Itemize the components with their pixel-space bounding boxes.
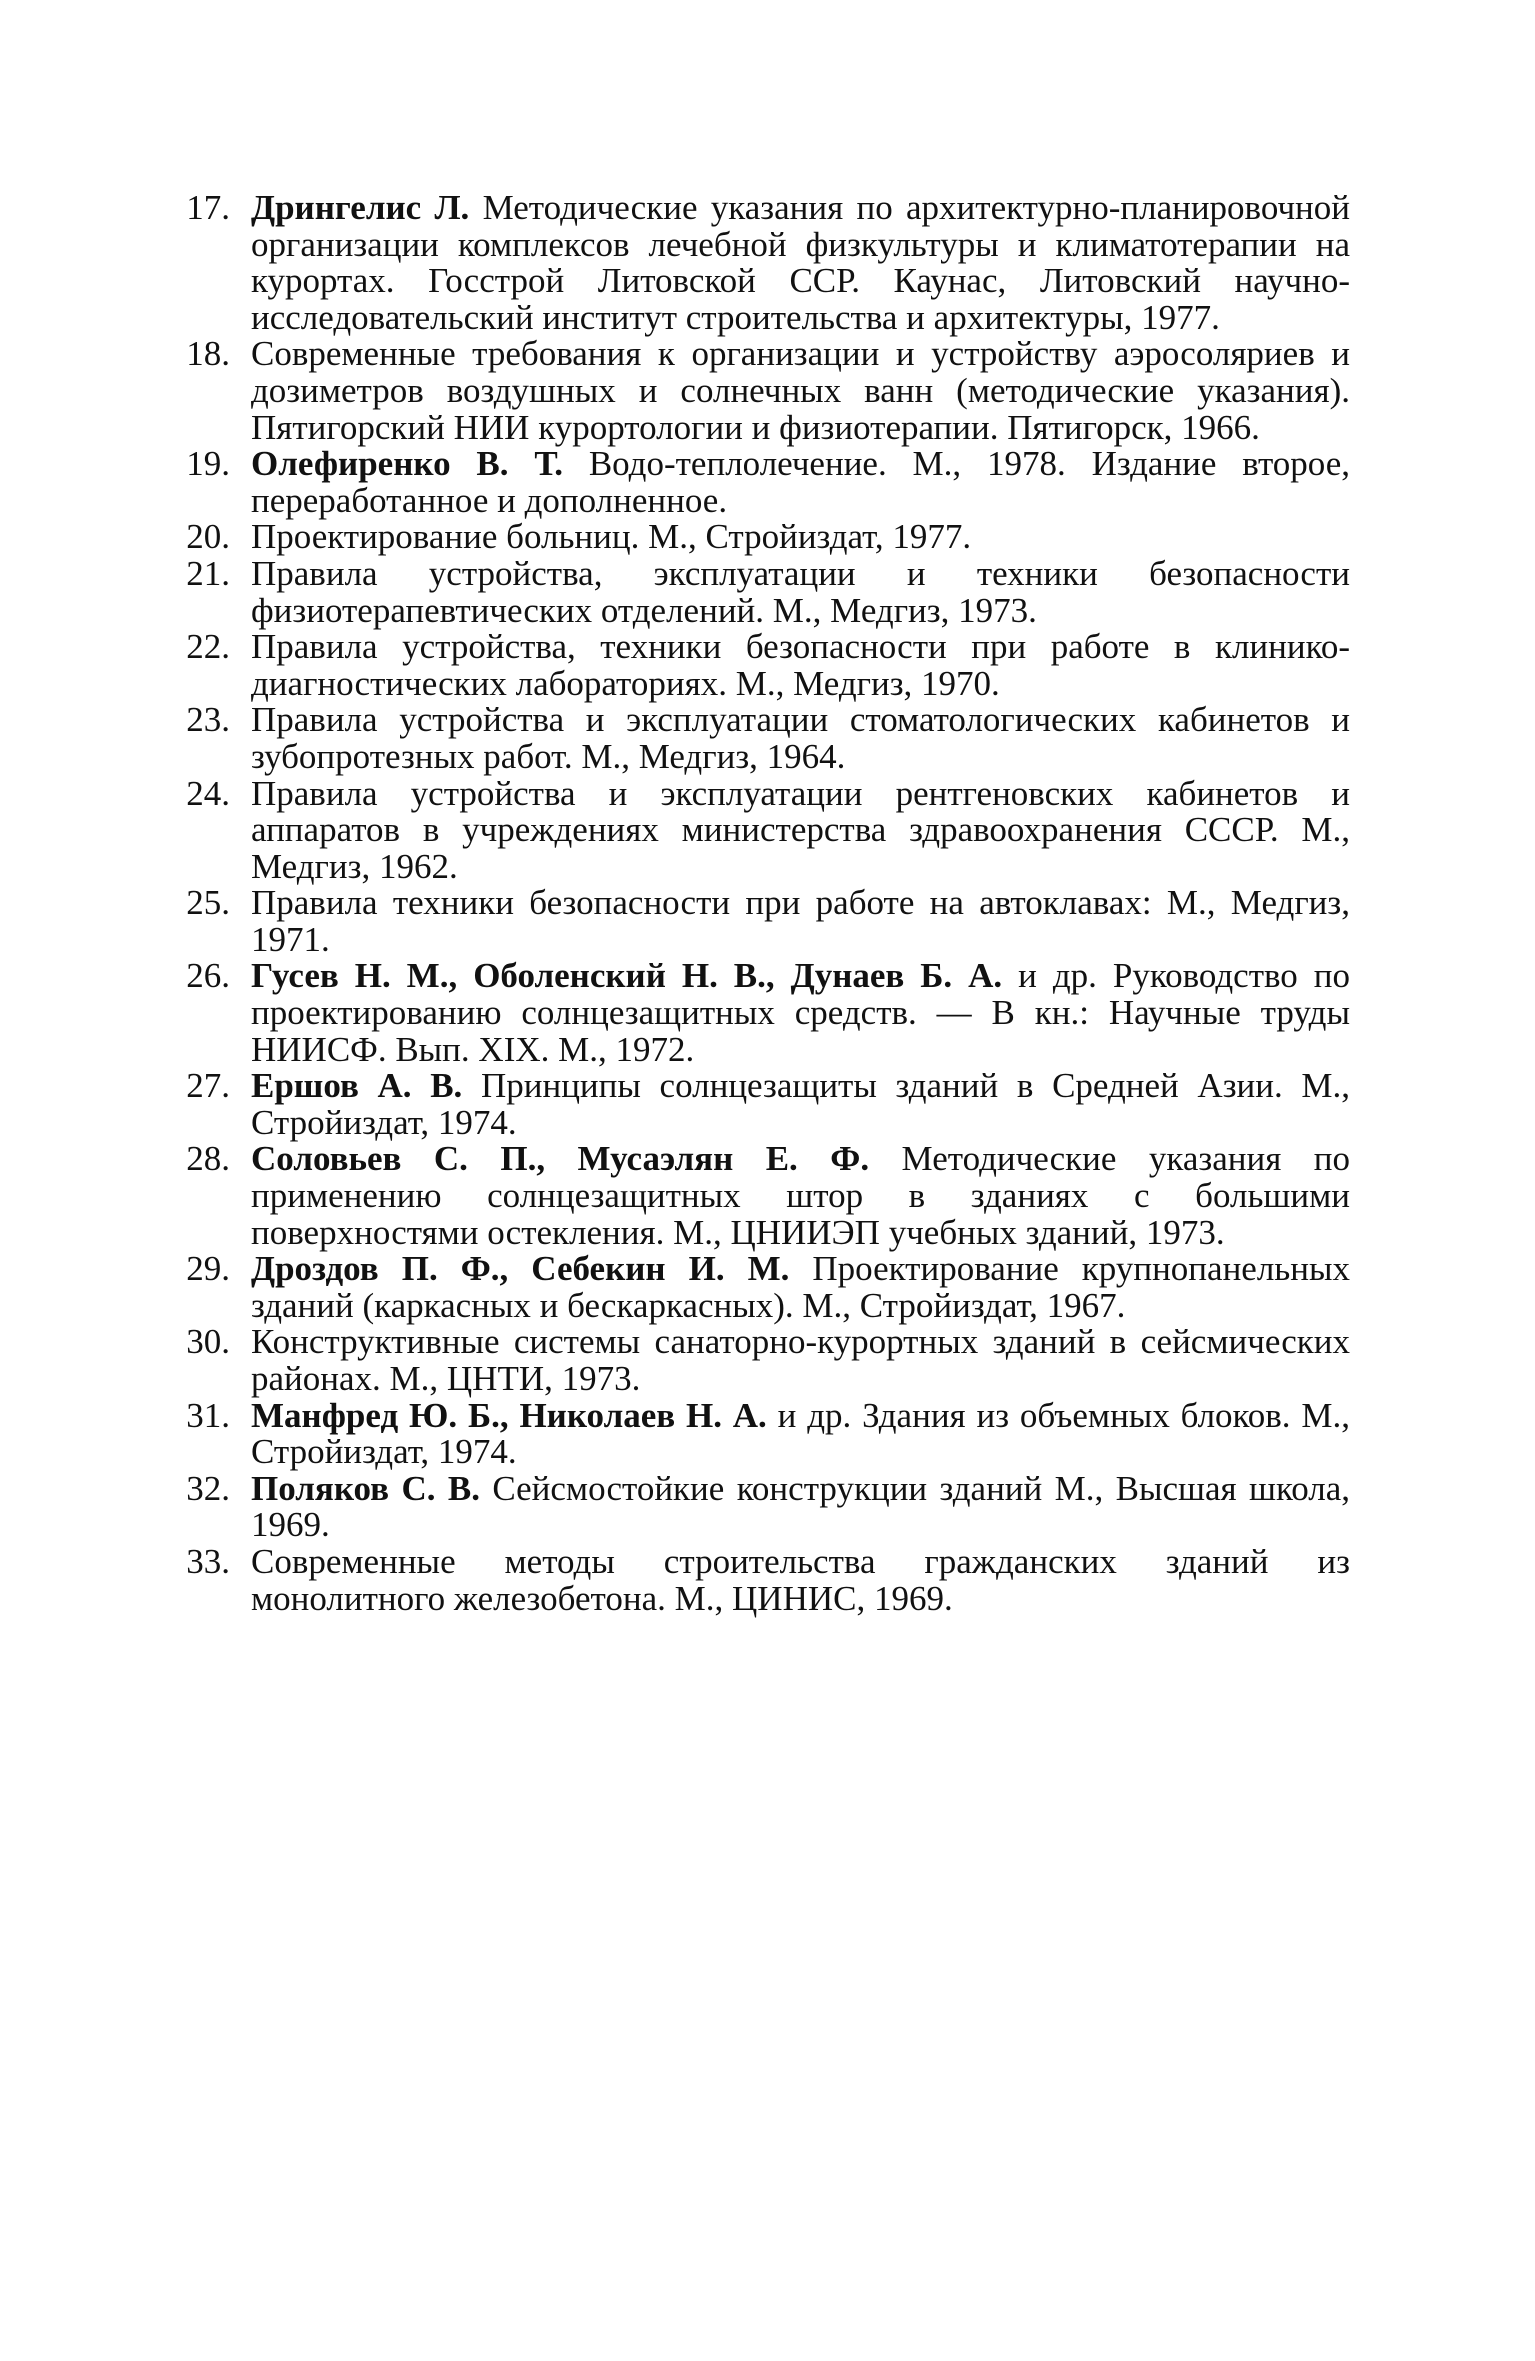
reference-body (251, 1251, 1350, 1324)
reference-text: Методические указания по применению солнцезащитных штор в зданиях с большими поверхностями остекления. М., ЦНИИЭП учебных зданий, 1973. (251, 1139, 1350, 1252)
reference-number: 30. (186, 1322, 230, 1362)
reference-body (251, 336, 1350, 446)
reference-item (170, 519, 1350, 556)
reference-number: 18. (186, 334, 230, 374)
reference-number: 33. (186, 1541, 230, 1581)
reference-number: 17. (186, 188, 230, 227)
reference-body (251, 1068, 1350, 1141)
reference-body (251, 446, 1350, 519)
reference-author: Дрингелис Л. (251, 188, 470, 227)
reference-item (170, 1324, 1350, 1397)
reference-author: Гусев Н. М., Оболенский Н. В., Дунаев Б. А. (251, 956, 1003, 996)
reference-number: 24. (186, 773, 230, 813)
reference-item (170, 1068, 1350, 1141)
reference-body (251, 1141, 1350, 1251)
reference-text: Современные требования к организации и устройству аэросоляриев и дозиметров воздушных и солнечных ванн (методические указания). Пятигорский НИИ курортологии и физиотерапии. Пятигорск, 1966. (251, 334, 1350, 447)
reference-text: Методические указания по архитектурно-планировочной организации комплексов лечебной физкультуры и климатотерапии на курортах. Госстрой Литовской ССР. Каунас, Литовский научно-исследовательский институт строительства и архитектуры, 1977. (251, 188, 1351, 337)
reference-number: 29. (186, 1249, 230, 1289)
reference-author: Дроздов П. Ф., Себекин И. М. (251, 1249, 790, 1289)
reference-author: Олефиренко В. Т. (251, 444, 563, 484)
reference-author: Ершов А. В. (251, 1066, 463, 1106)
reference-author: Поляков С. В. (251, 1468, 480, 1508)
reference-item (170, 702, 1350, 775)
reference-number: 19. (186, 444, 230, 484)
reference-number: 28. (186, 1139, 230, 1179)
reference-item (170, 553, 1350, 630)
reference-author: Соловьев С. П., Мусаэлян Е. Ф. (251, 1139, 870, 1179)
reference-text: Проектирование больниц. М., Стройиздат, 1977. (251, 517, 972, 557)
reference-item (170, 1395, 1350, 1472)
reference-item (170, 190, 1350, 336)
reference-item (170, 1541, 1350, 1618)
reference-number: 31. (186, 1395, 230, 1435)
bibliography-page (170, 190, 1350, 1617)
reference-list (170, 190, 1350, 1617)
reference-text: Правила техники безопасности при работе на автоклавах: М., Медгиз, 1971. (251, 883, 1350, 959)
reference-item (170, 1251, 1350, 1324)
reference-body (251, 885, 1350, 958)
reference-body (251, 1395, 1350, 1472)
reference-number: 20. (186, 517, 230, 557)
reference-body (251, 958, 1350, 1068)
reference-body (251, 190, 1350, 336)
reference-body (251, 629, 1350, 702)
reference-text: Современные методы строительства гражданских зданий из монолитного железобетона. М., ЦИНИС, 1969. (251, 1541, 1350, 1618)
reference-text: Водо-теплолечение. М., 1978. Издание второе, переработанное и дополненное. (251, 444, 1350, 520)
reference-body (251, 773, 1350, 886)
reference-body (251, 1324, 1350, 1397)
reference-item (170, 1141, 1350, 1251)
reference-text: Сейсмостойкие конструкции зданий М., Высшая школа, 1969. (251, 1468, 1350, 1545)
reference-body (251, 519, 1350, 556)
reference-number: 32. (186, 1468, 230, 1508)
reference-text: Правила устройства, эксплуатации и техники безопасности физиотерапевтических отделений. М., Медгиз, 1973. (251, 553, 1350, 630)
reference-text: Правила устройства, техники безопасности при работе в клинико-диагностических лабораториях. М., Медгиз, 1970. (251, 627, 1350, 703)
reference-item (170, 336, 1350, 446)
reference-body (251, 1468, 1350, 1545)
reference-text: Правила устройства и эксплуатации стоматологических кабинетов и зубопротезных работ. М., Медгиз, 1964. (251, 700, 1350, 776)
reference-body (251, 1541, 1350, 1618)
reference-text: Конструктивные системы санаторно-курортных зданий в сейсмических районах. М., ЦНТИ, 1973. (251, 1322, 1350, 1398)
reference-text: и др. Руководство по проектированию солнцезащитных средств. — В кн.: Научные труды НИИСФ. Вып. XIX. М., 1972. (251, 956, 1350, 1069)
reference-text: Проектирование крупнопанельных зданий (каркасных и бескаркасных). М., Стройиздат, 1967. (251, 1249, 1351, 1325)
reference-number: 26. (186, 956, 230, 996)
reference-item (170, 958, 1350, 1068)
reference-number: 22. (186, 627, 230, 667)
reference-author: Манфред Ю. Б., Николаев Н. А. (251, 1395, 767, 1435)
reference-number: 27. (186, 1066, 230, 1106)
reference-item (170, 1468, 1350, 1545)
reference-text: Принципы солнцезащиты зданий в Средней Азии. М., Стройиздат, 1974. (251, 1066, 1351, 1142)
reference-text: Правила устройства и эксплуатации рентгеновских кабинетов и аппаратов в учреждениях министерства здравоохранения СССР. М., Медгиз, 1962. (251, 773, 1350, 886)
reference-text: и др. Здания из объемных блоков. М., Стройиздат, 1974. (251, 1395, 1350, 1472)
reference-number: 21. (186, 553, 230, 593)
reference-item (170, 629, 1350, 702)
reference-item (170, 446, 1350, 519)
reference-item (170, 885, 1350, 958)
reference-item (170, 773, 1350, 886)
reference-number: 25. (186, 883, 230, 923)
reference-number: 23. (186, 700, 230, 740)
reference-body (251, 702, 1350, 775)
reference-body (251, 553, 1350, 630)
